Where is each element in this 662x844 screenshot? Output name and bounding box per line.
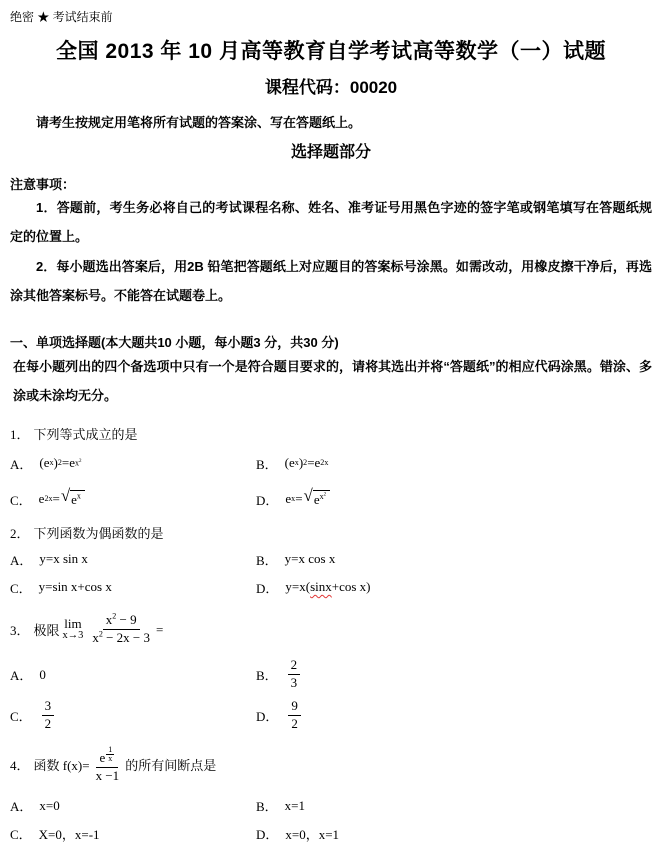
- question-1-number: 1．: [10, 426, 30, 442]
- question-1-option-a: A． (e x ) 2 =e $x^2$: [10, 455, 82, 472]
- question-3-stem: 极限 lim x→3 $\frac{x^2 - 9}{x^2 - 2x - 3}$ =: [33, 611, 164, 646]
- question-3: [10, 613, 652, 732]
- option-formula: y=x cos x: [284, 551, 336, 567]
- exam-title: 全国 2013 年 10 月高等教育自学考试高等数学（一）试题: [56, 40, 606, 63]
- question-4-option-b: B． x=1: [256, 797, 306, 815]
- question-2-option-a: A． y=x sin x: [10, 551, 88, 568]
- question-4-stem: 函数 f(x)= e $^{\frac{1}{x}}$ x −1 的所有间断点是: [33, 744, 217, 783]
- option-formula: $\frac{9}{2}$: [285, 699, 304, 732]
- option-formula: X=0，x=-1: [38, 827, 100, 843]
- question-4-option-c: C． X=0，x=-1: [10, 824, 256, 844]
- option-formula: x=1: [284, 797, 306, 813]
- question-1-stem: 下列等式成立的是: [33, 426, 138, 442]
- question-1-option-d: D． e x = √ $e^{x^2}$: [256, 489, 652, 509]
- question-2-option-b: B． y=x cos x: [256, 551, 336, 568]
- question-1-option-c: C． e 2x = √ $e^x$: [10, 489, 256, 509]
- option-formula: e x = √ $e^{x^2}$: [285, 490, 331, 508]
- option-formula: (e x ) 2 =e 2x: [284, 455, 329, 471]
- question-3-option-b: B． $\frac{2}{3}$: [256, 658, 652, 691]
- question-2: [10, 522, 652, 597]
- notice-item-2: 2．每小题选出答案后，用2B 铅笔把答题纸上对应题目的答案标号涂黑。如需改动，用橡皮擦干净后，再选涂其他答案标号。不能答在试题卷上。: [10, 258, 652, 303]
- pen-instruction: 请考生按规定用笔将所有试题的答案涂、写在答题纸上。: [36, 115, 362, 130]
- part-title: 一、单项选择题(本大题共10 小题，每小题3 分，共30 分): [10, 335, 339, 350]
- question-4-number: 4．: [10, 758, 30, 774]
- question-4: [10, 746, 652, 844]
- option-formula: (e x ) 2 =e $x^2$: [39, 455, 82, 471]
- question-3-number: 3．: [10, 623, 30, 639]
- question-2-stem: 下列函数为偶函数的是: [33, 525, 164, 541]
- question-3-option-d: D． $\frac{9}{2}$: [256, 699, 652, 732]
- question-1-option-b: B． (e x ) 2 =e 2x: [256, 455, 329, 472]
- option-formula: x=0，x=1: [285, 827, 340, 843]
- option-formula: $\frac{2}{3}$: [285, 658, 304, 691]
- question-3-option-c: C． $\frac{3}{2}$: [10, 699, 256, 732]
- notice-title: 注意事项：: [10, 177, 76, 192]
- course-code: 课程代码：00020: [264, 78, 398, 97]
- part-one-multiple-choice: [10, 332, 652, 410]
- option-formula: y=x sin x: [39, 551, 88, 567]
- option-formula: $\frac{3}{2}$: [39, 699, 58, 732]
- security-classification-label: 绝密 ★ 考试结束前: [10, 10, 113, 24]
- section-title: 选择题部分: [290, 144, 371, 161]
- notice-item-1: 1．答题前，考生务必将自己的考试课程名称、姓名、准考证号用黑色字迹的签字笔或钢笔填写在答题纸规定的位置上。: [10, 200, 652, 245]
- option-formula: x=0: [39, 797, 60, 813]
- question-3-option-a: A． 0: [10, 666, 46, 683]
- question-4-option-d: D． x=0，x=1: [256, 824, 652, 844]
- question-4-option-a: A． x=0: [10, 797, 60, 815]
- option-formula: 0: [39, 666, 46, 682]
- option-formula: y=x( sinx +cos x): [285, 579, 371, 595]
- option-formula: y=sin x+cos x: [38, 579, 112, 595]
- option-formula: e 2x = √ $e^x$: [39, 490, 86, 508]
- question-2-option-c: C． y=sin x+cos x: [10, 579, 112, 596]
- question-2-option-d: D． y=x( sinx +cos x): [256, 579, 371, 596]
- part-description: 在每小题列出的四个备选项中只有一个是符合题目要求的，请将其选出并将“答题纸”的相应代码涂黑。错涂、多涂或未涂均无分。: [13, 359, 652, 403]
- question-1: [10, 423, 652, 509]
- question-2-number: 2．: [10, 525, 30, 541]
